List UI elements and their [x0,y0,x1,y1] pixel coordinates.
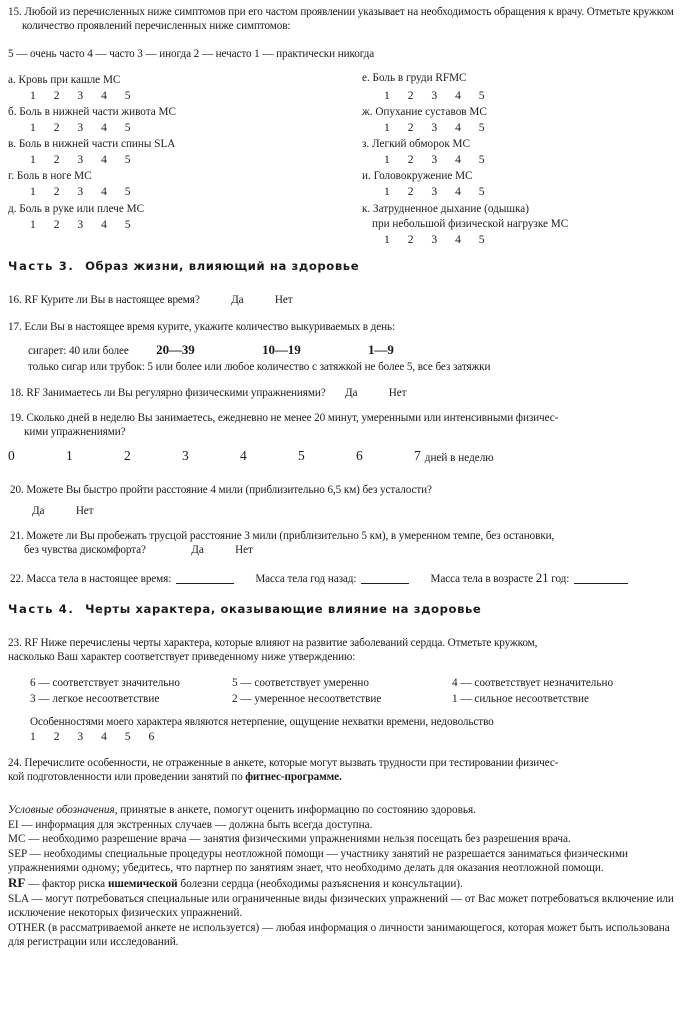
symptom-item-d-label: д. Боль в руке или плече МС [8,203,145,215]
symptom-item-v-scale[interactable]: 1 2 3 4 5 [30,153,139,166]
legend-text-sla: — могут потребоваться специальные или ограниченные виды физических упражнений — от Вас может потребоваться включение или исключение некоторых физических упражнений. [8,892,674,920]
legend-text-ei: — информация для экстренных случаев — должна быть всегда доступна. [18,818,373,831]
part-3-heading-rest: Образ жизни, влияющий на здоровье [85,259,360,273]
question-22-last-year-weight-field[interactable] [361,583,409,584]
legend-intro-rest: , принятые в анкете, помогут оценить информацию по состоянию здоровья. [114,804,476,816]
symptom-item-b-scale[interactable]: 1 2 3 4 5 [30,121,139,134]
legend-item-mc [8,832,676,847]
question-21-text-line1: 21. Можете ли Вы пробежать трусцой расстояние 3 мили (приблизительно 5 км), в умеренном темпе, без остановки, [10,530,555,542]
legend-intro [8,803,676,818]
legend-item-sep [8,847,676,876]
legend-item-sla [8,892,676,921]
question-20-answers [32,505,93,519]
question-17-range-20-39[interactable]: 20—39 [156,342,195,357]
question-19-text-line1: 19. Сколько дней в неделю Вы занимаетесь, ежедневно не менее 20 минут, умеренными или интенсивными физичес- [10,412,559,424]
days-suffix-label: дней в неделю [424,452,494,464]
question-22-age-value: 21 [535,570,549,585]
days-option-0[interactable]: 0 [8,448,15,463]
question-22-age21-weight-label: Масса тела в возрасте [430,573,534,585]
question-23-option-4[interactable]: 4 — соответствует незначительно [452,677,614,689]
symptom-item-k-scale[interactable]: 1 2 3 4 5 [384,233,493,246]
question-15-frequency-legend: 5 — очень часто 4 — часто 3 — иногда 2 — нечасто 1 — практически никогда [8,48,375,60]
legend-text-rf-after: болезни сердца (необходимы разъяснения и консультации). [177,877,463,890]
symptom-item-a-scale[interactable]: 1 2 3 4 5 [30,89,139,102]
question-18-text: 18. RF Занимаетесь ли Вы регулярно физическими упражнениями? [10,387,326,399]
symptom-item-i-label: и. Головокружение МС [362,170,473,182]
question-18 [10,387,406,401]
question-17-cigarettes-row [28,343,394,359]
question-15-text: 15. Любой из перечисленных ниже симптомов при его частом проявлении указывает на необходимость обращения к врачу. Отметьте кружком количество проявлений перечисленных ниже симптомов: [8,6,674,32]
question-17-range-1-9[interactable]: 1—9 [368,342,394,357]
part-4-heading [8,602,481,616]
question-23-option-5[interactable]: 5 — соответствует умеренно [232,677,369,689]
legend-abbr-sla: SLA [8,892,29,905]
legend-abbr-mc: МС [8,833,26,846]
legend-item-other [8,921,676,950]
question-24-fitness-program-term: фитнес-программе. [245,771,342,783]
question-17-cigarettes-label: сигарет: 40 или более [28,345,129,357]
question-22 [10,571,630,587]
abbreviations-legend [8,803,676,950]
days-option-3[interactable]: 3 [182,448,189,463]
legend-item-rf [8,876,676,892]
symptom-item-zh-scale[interactable]: 1 2 3 4 5 [384,121,493,134]
symptom-item-a-label: а. Кровь при кашле МС [8,74,121,86]
days-option-1[interactable]: 1 [66,448,73,463]
question-21-yes-option[interactable]: Да [191,544,204,556]
legend-abbr-ei: EI [8,818,19,831]
question-23-option-6[interactable]: 6 — соответствует значительно [30,677,180,689]
days-option-6[interactable]: 6 [356,448,363,463]
question-20-no-option[interactable]: Нет [75,505,94,517]
question-22-age21-weight-label-suffix: год: [551,573,570,585]
question-16-no-option[interactable]: Нет [274,294,293,306]
days-option-7[interactable]: 7 [414,448,421,463]
question-24-text-line1: 24. Перечислите особенности, не отраженные в анкете, которые могут вызвать трудности при тестировании физичес- [8,757,559,769]
legend-text-mc: — необходимо разрешение врача — занятия физическими упражнениями нельзя посещать без разрешения врача. [25,833,571,846]
symptom-item-g-label: г. Боль в ноге МС [8,170,92,182]
legend-abbr-other: OTHER [8,921,46,934]
part-4-heading-rest: Черты характера, оказывающие влияние на здоровье [85,602,482,616]
days-option-2[interactable]: 2 [124,448,131,463]
question-16-text: 16. RF Курите ли Вы в настоящее время? [8,294,200,306]
symptom-item-zh-label: ж. Опухание суставов МС [362,106,487,118]
legend-item-ei [8,818,676,833]
question-21-no-option[interactable]: Нет [235,544,253,556]
question-17-cigars-line[interactable]: только сигар или трубок: 5 или более или любое количество с затяжкой не более 5, все без затяжки [28,361,491,373]
symptom-item-d-scale[interactable]: 1 2 3 4 5 [30,218,139,231]
days-option-5[interactable]: 5 [298,448,305,463]
symptom-item-e-scale[interactable]: 1 2 3 4 5 [384,89,493,102]
legend-text-sep: — необходимы специальные процедуры неотложной помощи — участнику занятий не разрешается заниматься физическими упражнениями одному; убедитесь, что партнер по занятиям знает, что необходимо делать для оказания неотложной помощи. [8,847,629,875]
question-23-scale[interactable]: 1 2 3 4 5 6 [30,730,162,743]
question-20-text: 20. Можете Вы быстро пройти расстояние 4 мили (приблизительно 6,5 км) без усталости? [10,484,432,496]
symptom-item-b-label: б. Боль в нижней части живота МС [8,106,176,118]
legend-text-rf-bold-term: ишемической [107,877,178,890]
legend-text-rf-before: — фактор риска [25,877,108,890]
part-3-heading [8,259,359,273]
days-option-4[interactable]: 4 [240,448,247,463]
symptom-item-e-label: е. Боль в груди RFMC [362,72,467,84]
legend-abbr-rf: RF [8,874,26,890]
question-19-text-line2: кими упражнениями? [24,426,126,438]
question-23-text-line2: насколько Ваш характер соответствует приведенному ниже утверждению: [8,651,356,663]
legend-intro-italic: Условные обозначения [8,804,115,816]
question-22-age21-weight-field[interactable] [574,583,628,584]
question-22-last-year-weight-label: Масса тела год назад: [255,573,357,585]
symptom-item-v-label: в. Боль в нижней части спины SLA [8,138,176,150]
question-22-current-weight-field[interactable] [176,583,234,584]
question-18-yes-option[interactable]: Да [344,387,358,399]
part-4-heading-number: 4. [58,602,75,616]
symptom-item-i-scale[interactable]: 1 2 3 4 5 [384,185,493,198]
question-23-statement: Особенностями моего характера являются нетерпение, ощущение нехватки времени, недовольство [30,716,494,728]
question-21-line2 [24,544,253,558]
question-16-yes-option[interactable]: Да [231,294,244,306]
question-23-option-1[interactable]: 1 — сильное несоответствие [452,693,589,705]
question-24-text-line2: кой подготовленности или проведении занятий по [8,771,243,783]
question-17-text: 17. Если Вы в настоящее время курите, укажите количество выкуриваемых в день: [8,321,396,333]
question-18-no-option[interactable]: Нет [388,387,407,399]
legend-abbr-sep: SEP [8,847,27,860]
part-3-heading-word: Часть [8,259,55,273]
question-17-range-10-19[interactable]: 10—19 [262,342,301,357]
question-21-text-line2: без чувства дискомфорта? [24,544,146,556]
question-23-text-line1: 23. RF Ниже перечислены черты характера, которые влияют на развитие заболеваний сердца. Отметьте кружком, [8,637,538,649]
symptom-item-k-label-line2: при небольшой физической нагрузке МС [372,218,569,230]
question-16 [8,294,293,308]
symptom-item-k-label: к. Затрудненное дыхание (одышка) [362,203,529,215]
symptom-item-z-label: з. Легкий обморок МС [362,138,470,150]
question-24-line2 [8,771,342,785]
question-23-option-3[interactable]: 3 — легкое несоответствие [30,693,160,705]
part-4-heading-word: Часть [8,602,55,616]
symptom-item-z-scale[interactable]: 1 2 3 4 5 [384,153,493,166]
question-23-option-2[interactable]: 2 — умеренное несоответствие [232,693,382,705]
question-20-yes-option[interactable]: Да [32,505,45,517]
question-22-current-weight-label: 22. Масса тела в настоящее время: [10,573,172,585]
symptom-item-g-scale[interactable]: 1 2 3 4 5 [30,185,139,198]
legend-text-other: (в рассматриваемой анкете не используется) — любая информация о личности занимающегося, которая может быть использована для регистрации или исследований. [8,921,670,949]
question-19-days-scale[interactable] [8,448,508,464]
part-3-heading-number: 3. [58,259,75,273]
